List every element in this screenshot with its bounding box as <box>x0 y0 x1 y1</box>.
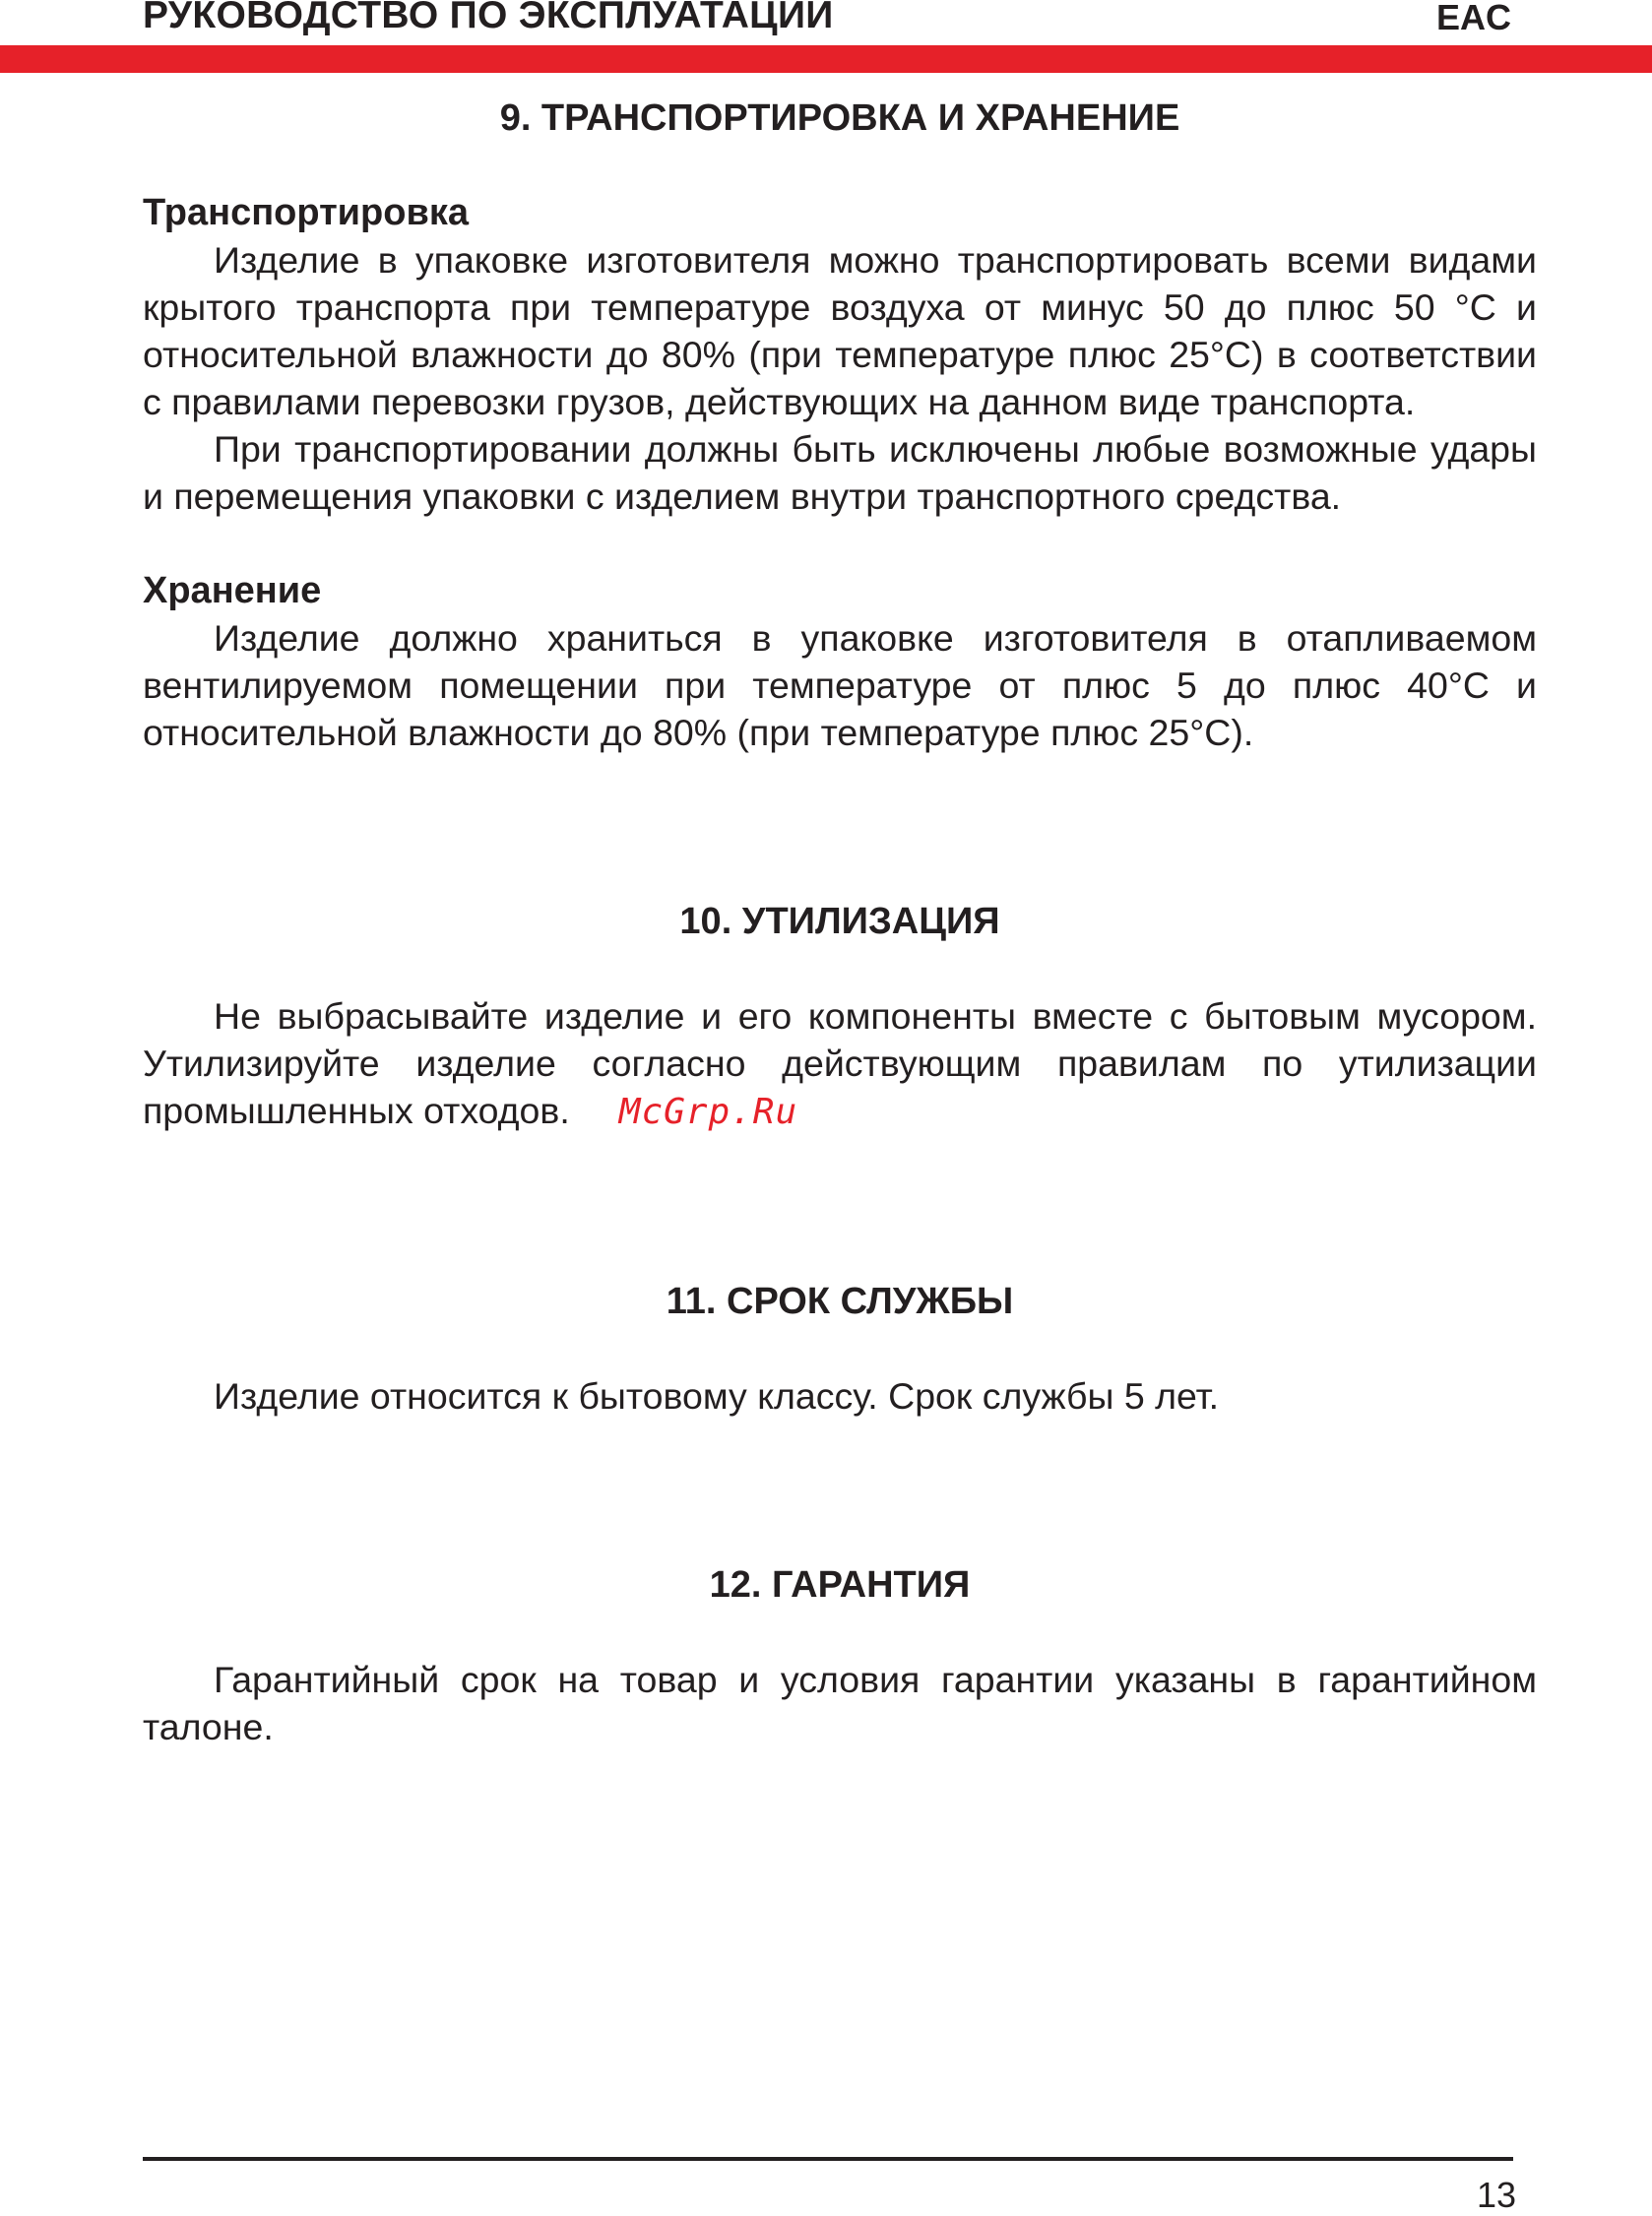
footer-divider <box>143 2157 1513 2161</box>
paragraph-warranty: Гарантийный срок на товар и условия гарантии указаны в гарантийном талоне. <box>143 1659 1537 1747</box>
subheading-transport: Транспортировка <box>143 192 469 233</box>
section-heading-warranty: 12. ГАРАНТИЯ <box>709 1564 971 1606</box>
section-heading-transport-storage: 9. ТРАНСПОРТИРОВКА И ХРАНЕНИЕ <box>499 97 1180 139</box>
subheading-storage: Хранение <box>143 570 322 611</box>
section-heading-service-life: 11. СРОК СЛУЖБЫ <box>666 1281 1014 1322</box>
eac-mark: EAC <box>1436 0 1512 37</box>
paragraph-transport-1: Изделие в упаковке изготовителя можно транспортировать всеми видами крытого транспорта при температуре воздуха от минус 50 до плюс 50 °С и относительной влажности до 80% (при температуре плюс 25°С) в соответствии с правилами перевозки грузов, действующих на данном виде транспорта. <box>143 239 1537 422</box>
page-content <box>143 95 1537 1750</box>
header-title: РУКОВОДСТВО ПО ЭКСПЛУАТАЦИИ <box>143 0 834 36</box>
disposal-text: Не выбрасывайте изделие и его компоненты вместе с бытовым мусором. Утилизируйте изделие согласно действующим правилам по утилизации промышленных отходов. <box>143 995 1537 1131</box>
section-heading-disposal: 10. УТИЛИЗАЦИЯ <box>679 901 1000 942</box>
paragraph-transport-2: При транспортировании должны быть исключены любые возможные удары и перемещения упаковки с изделием внутри транспортного средства. <box>143 428 1537 517</box>
paragraph-storage: Изделие должно храниться в упаковке изготовителя в отапливаемом вентилируемом помещении при температуре от плюс 5 до плюс 40°С и относительной влажности до 80% (при температуре плюс 25°С). <box>143 617 1537 753</box>
page-number: 13 <box>1477 2175 1517 2215</box>
watermark-text: McGrp.Ru <box>618 1092 798 1132</box>
paragraph-service-life: Изделие относится к бытовому классу. Срок службы 5 лет. <box>214 1375 1220 1417</box>
header-red-bar <box>0 45 1652 73</box>
paragraph-disposal <box>143 992 1537 1136</box>
